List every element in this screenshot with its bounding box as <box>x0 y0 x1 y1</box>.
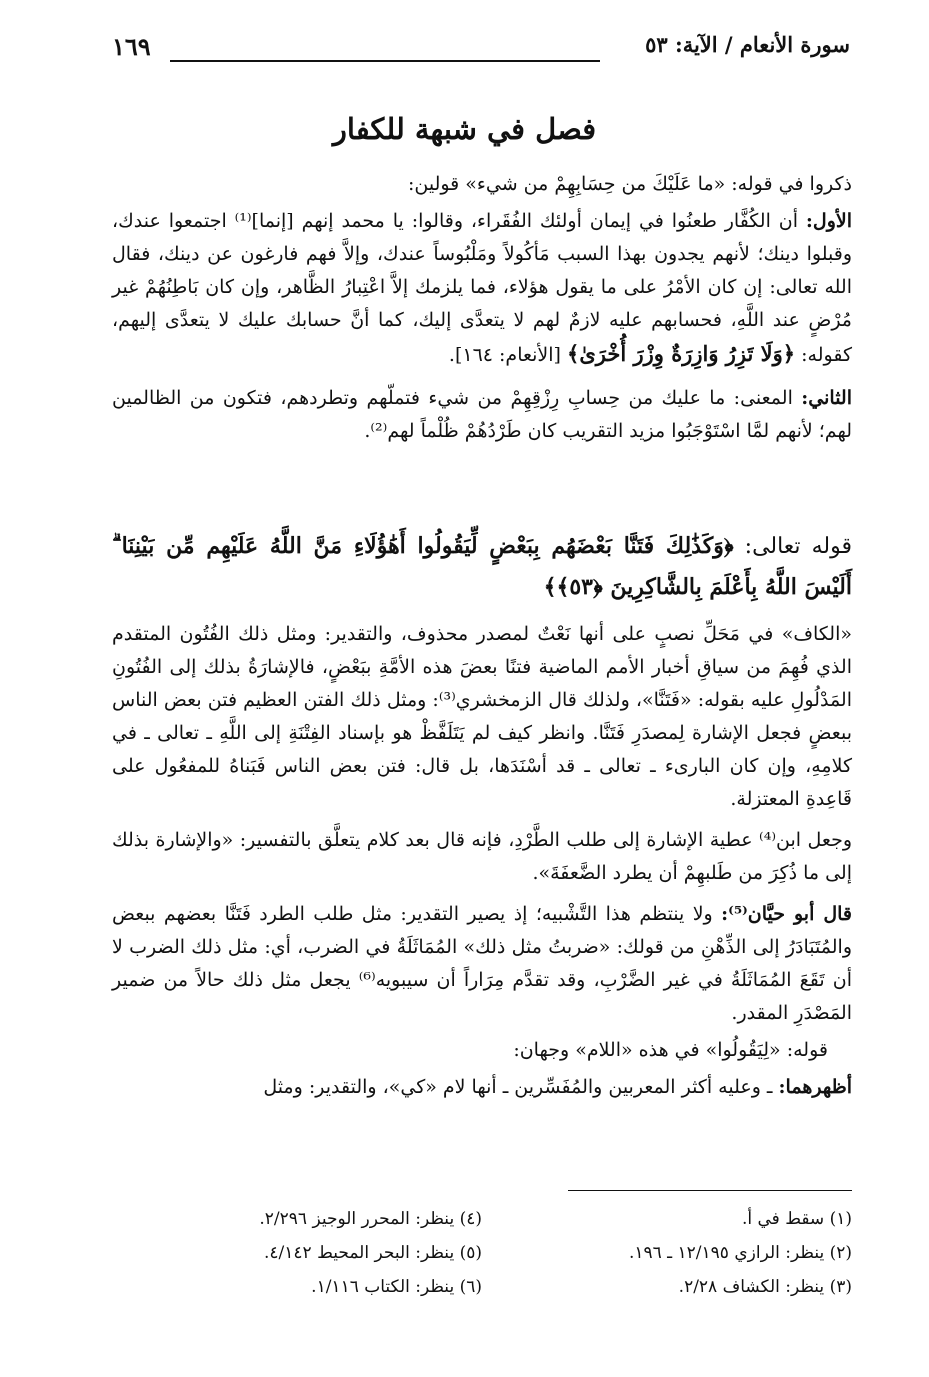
most-apparent-text: ـ وعليه أكثر المعربين والمُفَسِّرين ـ أنها لام «كي»، والتقدير: ومثل <box>263 1076 773 1098</box>
paragraph-kaf: «الكاف» في مَحَلِّ نصبٍ على أنها نَعْتٌ لمصدر محذوف، والتقدير: ومثل ذلك الفُتُون المتقدم الذي فُهِمَ من سياقِ أخبار الأمم الماضية فتنًا بعضَ هذه الأمَّةِ ببَعْضٍ، فالإشارَةُ بذلك إلى الفُتُونِ المَدْلُولِ عليه بقوله: «فَتَنَّا»، ولذلك قال الزمخشري⁽³⁾: ومثل ذلك الفتن العظيم فتن بعض الناس ببعضٍ فجعل الإشارة لِمصدَرِ فَتَنَّا. وانظر كيف لم يَتَلَفَّظْ هو بإسناد الفِتْنَةِ إلى اللَّهِ ـ تعالى ـ في كلامِهِ، وإن كان البارىء ـ تعالى ـ قد أسْنَدَها، بل قال: فتن بعض الناس فَبَناهُ للمفعُول على قَاعِدةِ المعتزلة. <box>112 623 852 810</box>
footnote-5: (٥) ينظر: البحر المحيط ٤/١٤٢. <box>264 1243 482 1263</box>
footnote-4: (٤) ينظر: المحرر الوجيز ٢/٢٩٦. <box>259 1209 482 1229</box>
verse-lead: قوله تعالى: <box>744 534 853 559</box>
second-opinion-text: المعنى: ما عليك من حِسابِ رِزْقِهِمْ من شيء فتملّهم وتطردهم، فتكون من الظالمين لهم؛ لأنهم لمَّا اسْتَوْجَبُوا مزيد التقريب كان طَرْدُهُمْ ظُلْماً لهم⁽²⁾. <box>112 387 852 442</box>
verse-block <box>112 526 852 608</box>
paragraph-first-opinion <box>112 205 852 372</box>
first-opinion-text: أن الكُفَّار طعنُوا في إيمان أولئك الفُقَراء، وقالوا: يا محمد إنهم [إنما]⁽¹⁾ اجتمعوا عندك، وقبلوا دينك؛ لأنهم يجدون بهذا السبب مَأكُولاً ومَلْبُوساً عندك، وإلاَّ فهم فارغون عن دينك، فقال الله تعالى: إن كان الأمْرُ على ما يقول هؤلاء، فما يلزمك إلاَّ اعْتِبارُ الظَّاهر، وإن كان بَاطِنُهُمْ غير مُرْضٍ عند اللَّهِ، فحسابهم عليه لازمٌ لهم لا يتعدَّى إليك، كما أنَّ حسابك عليك لا يتعدَّى إليهم، كقوله: <box>112 210 852 366</box>
paragraph-most-apparent <box>112 1071 852 1104</box>
section-title: فصل في شبهة للكفار <box>332 112 597 146</box>
footnote-6: (٦) ينظر: الكتاب ١/١١٦. <box>311 1277 482 1297</box>
page-header <box>112 30 850 70</box>
abu-hayyan-text: ولا ينتظم هذا التَّشْبيه؛ إذ يصير التقدير: مثل طلب الطرد فَتَنَّا بعضهم ببعض والمُتَبَادَرُ إلى الذِّهْنِ من قولك: «ضربتُ مثل ذلك» المُمَاثَلَةُ في الضرب، أي: مثل ذلك الضرب لا أن تَقَعَ المُمَاثَلَةُ في غير الضَّرْبِ، وقد تقدَّم مِرَاراً أن سيبويه⁽⁶⁾ يجعل مثل ذلك حالاً من ضمير المَصْدَرِ المقدر. <box>112 903 853 1024</box>
footnote-3: (٣) ينظر: الكشاف ٢/٢٨. <box>678 1277 852 1297</box>
paragraph-liyaqulu: قوله: «لِيَقُولُوا» في هذه «اللام» وجهان: <box>513 1039 828 1061</box>
main-text-top <box>112 168 852 448</box>
verse-text: ﴿وَكَذَٰلِكَ فَتَنَّا بَعْضَهُم بِبَعْضٍ لِّيَقُولُوا أَهَٰؤُلَاءِ مَنَّ اللَّهُ عَلَيْهِم مِّن بَيْنِنَا ۗ أَلَيْسَ اللَّهُ بِأَعْلَمَ بِالشَّاكِرِينَ ﴿٥٣﴾﴾ <box>112 533 852 600</box>
paragraph-second-opinion <box>112 382 852 448</box>
paragraph-ibn-atiyya: وجعل ابن⁽⁴⁾ عطية الإشارة إلى طلب الطَّرْدِ، فإنه قال بعد كلام يتعلَّق بالتفسير: «والإشارة بذلك إلى ما ذُكِرَ من طَلبهِمْ أن يطرد الضَّعفَةَ». <box>112 829 852 884</box>
second-opinion-label: الثاني: <box>801 387 852 409</box>
abu-hayyan-label: قال أبو حيَّان⁽⁵⁾: <box>721 903 853 925</box>
running-title: سورة الأنعام / الآية: ٥٣ <box>645 32 850 57</box>
first-opinion-label: الأول: <box>805 210 852 232</box>
footnotes <box>112 1202 852 1304</box>
footnote-rule <box>568 1190 852 1191</box>
header-rule <box>170 60 600 62</box>
footnote-2: (٢) ينظر: الرازي ١٢/١٩٥ ـ ١٩٦. <box>628 1243 852 1263</box>
paragraph-abu-hayyan <box>112 898 852 1030</box>
quran-reference: [الأنعام: ١٦٤]. <box>448 344 561 366</box>
footnote-1: (١) سقط في أ. <box>741 1209 852 1229</box>
paragraph-intro: ذكروا في قوله: «ما عَلَيْكَ من حِسَابِهِمْ من شيء» قولين: <box>407 173 852 195</box>
page-number: ١٦٩ <box>112 32 151 61</box>
main-text-bottom <box>112 618 852 1104</box>
quran-citation: ﴿وَلَا تَزِرُ وَازِرَةٌ وِزْرَ أُخْرَىٰ﴾ <box>567 341 796 366</box>
most-apparent-label: أظهرهما: <box>778 1076 852 1098</box>
